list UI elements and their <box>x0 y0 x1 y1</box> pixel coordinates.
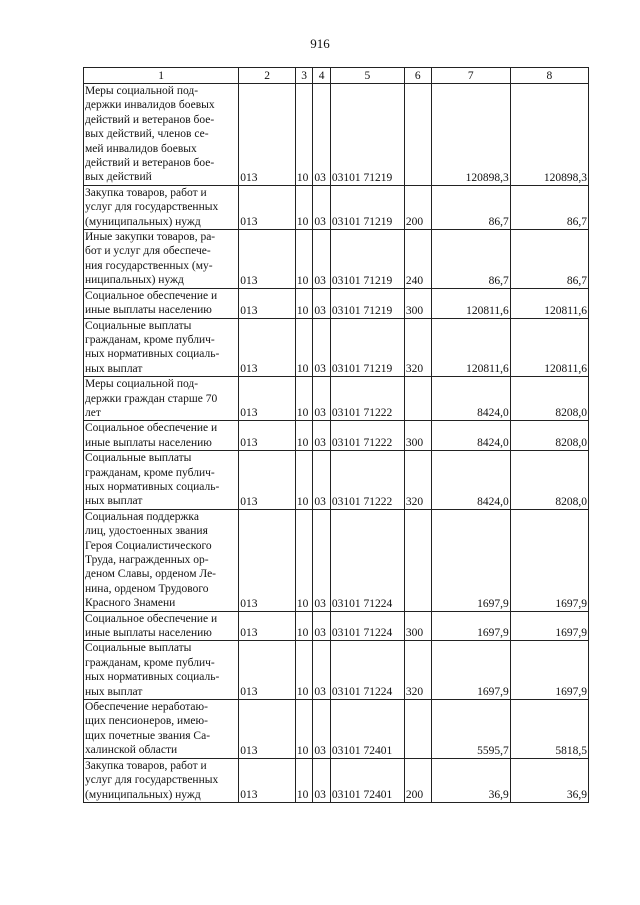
row-col-2: 013 <box>239 611 296 641</box>
row-name: Социальные выплаты гражданам, кроме публич- ных нормативных социаль- ных выплат <box>84 641 239 700</box>
row-col-8: 120898,3 <box>510 84 588 186</box>
row-col-7: 120811,6 <box>431 318 510 377</box>
row-col-7: 86,7 <box>431 185 510 229</box>
row-col-2: 013 <box>239 230 296 289</box>
row-col-2: 013 <box>239 700 296 759</box>
table-row <box>84 288 589 318</box>
row-col-6: 300 <box>404 288 431 318</box>
page-number: 916 <box>310 36 330 51</box>
row-name: Меры социальной под- держки инвалидов боевых действий и ветеранов бое- вых действий, членов се- мей инвалидов боевых действий и ветеранов бое- вых действий <box>84 84 239 186</box>
header-col-7: 7 <box>431 68 510 84</box>
row-col-5: 03101 72401 <box>330 758 404 802</box>
row-col-3: 10 <box>295 230 312 289</box>
row-col-6: 240 <box>404 230 431 289</box>
row-col-8: 86,7 <box>510 185 588 229</box>
row-col-2: 013 <box>239 758 296 802</box>
table-row <box>84 84 589 186</box>
budget-table <box>83 67 589 803</box>
row-col-7: 120898,3 <box>431 84 510 186</box>
row-name: Социальное обеспечение и иные выплаты населению <box>84 288 239 318</box>
row-col-7: 1697,9 <box>431 509 510 611</box>
row-col-6 <box>404 509 431 611</box>
row-name: Закупка товаров, работ и услуг для государственных (муниципальных) нужд <box>84 185 239 229</box>
row-col-4: 03 <box>313 377 330 421</box>
row-col-4: 03 <box>313 700 330 759</box>
row-col-7: 1697,9 <box>431 641 510 700</box>
row-col-7: 36,9 <box>431 758 510 802</box>
row-col-5: 03101 71219 <box>330 288 404 318</box>
row-col-2: 013 <box>239 641 296 700</box>
row-col-6: 300 <box>404 611 431 641</box>
row-col-6: 320 <box>404 451 431 510</box>
row-name: Обеспечение неработаю- щих пенсионеров, имею- щих почетные звания Са- халинской области <box>84 700 239 759</box>
row-col-5: 03101 71219 <box>330 230 404 289</box>
row-col-6 <box>404 700 431 759</box>
row-col-7: 8424,0 <box>431 377 510 421</box>
row-col-8: 1697,9 <box>510 611 588 641</box>
row-col-3: 10 <box>295 288 312 318</box>
row-col-6: 300 <box>404 421 431 451</box>
row-col-7: 120811,6 <box>431 288 510 318</box>
row-col-4: 03 <box>313 641 330 700</box>
row-col-3: 10 <box>295 758 312 802</box>
row-col-5: 03101 71224 <box>330 641 404 700</box>
row-name: Закупка товаров, работ и услуг для государственных (муниципальных) нужд <box>84 758 239 802</box>
row-col-7: 8424,0 <box>431 421 510 451</box>
header-col-3: 3 <box>295 68 312 84</box>
row-col-8: 5818,5 <box>510 700 588 759</box>
row-col-3: 10 <box>295 84 312 186</box>
row-name: Иные закупки товаров, ра- бот и услуг для обеспече- ния государственных (му- ниципальных) нужд <box>84 230 239 289</box>
row-col-4: 03 <box>313 318 330 377</box>
row-col-6 <box>404 377 431 421</box>
row-col-5: 03101 71224 <box>330 509 404 611</box>
header-col-6: 6 <box>404 68 431 84</box>
table-row <box>84 611 589 641</box>
row-col-2: 013 <box>239 288 296 318</box>
table-row <box>84 451 589 510</box>
row-col-3: 10 <box>295 451 312 510</box>
row-name: Социальная поддержка лиц, удостоенных звания Героя Социалистического Труда, награжденных ор- деном Славы, орденом Ле- нина, орденом Трудового Красного Знамени <box>84 509 239 611</box>
header-row <box>84 68 589 84</box>
row-col-2: 013 <box>239 509 296 611</box>
row-col-7: 8424,0 <box>431 451 510 510</box>
row-col-2: 013 <box>239 84 296 186</box>
header-col-4: 4 <box>313 68 330 84</box>
table-body <box>84 84 589 803</box>
row-col-7: 1697,9 <box>431 611 510 641</box>
row-col-3: 10 <box>295 318 312 377</box>
row-col-2: 013 <box>239 185 296 229</box>
row-col-7: 86,7 <box>431 230 510 289</box>
table-row <box>84 758 589 802</box>
row-col-3: 10 <box>295 641 312 700</box>
row-col-3: 10 <box>295 509 312 611</box>
row-col-6: 320 <box>404 641 431 700</box>
row-col-7: 5595,7 <box>431 700 510 759</box>
row-col-2: 013 <box>239 421 296 451</box>
row-col-3: 10 <box>295 377 312 421</box>
row-name: Социальные выплаты гражданам, кроме публич- ных нормативных социаль- ных выплат <box>84 451 239 510</box>
table-row <box>84 230 589 289</box>
row-col-2: 013 <box>239 318 296 377</box>
row-name: Социальное обеспечение и иные выплаты населению <box>84 421 239 451</box>
table-row <box>84 700 589 759</box>
row-col-8: 86,7 <box>510 230 588 289</box>
row-col-6: 200 <box>404 185 431 229</box>
row-name: Социальное обеспечение и иные выплаты населению <box>84 611 239 641</box>
row-col-5: 03101 71219 <box>330 318 404 377</box>
row-col-4: 03 <box>313 758 330 802</box>
row-col-8: 120811,6 <box>510 318 588 377</box>
row-col-3: 10 <box>295 421 312 451</box>
row-name: Социальные выплаты гражданам, кроме публич- ных нормативных социаль- ных выплат <box>84 318 239 377</box>
table-row <box>84 377 589 421</box>
row-col-4: 03 <box>313 185 330 229</box>
table-row <box>84 641 589 700</box>
row-col-6: 320 <box>404 318 431 377</box>
header-col-2: 2 <box>239 68 296 84</box>
table-row <box>84 185 589 229</box>
row-col-4: 03 <box>313 421 330 451</box>
row-col-5: 03101 71219 <box>330 185 404 229</box>
row-col-8: 1697,9 <box>510 509 588 611</box>
row-col-8: 8208,0 <box>510 421 588 451</box>
table-row <box>84 509 589 611</box>
row-col-3: 10 <box>295 611 312 641</box>
row-col-3: 10 <box>295 700 312 759</box>
row-col-4: 03 <box>313 451 330 510</box>
row-col-8: 120811,6 <box>510 288 588 318</box>
header-col-1: 1 <box>84 68 239 84</box>
header-col-8: 8 <box>510 68 588 84</box>
row-col-3: 10 <box>295 185 312 229</box>
row-col-8: 8208,0 <box>510 377 588 421</box>
row-col-5: 03101 71222 <box>330 377 404 421</box>
row-col-6: 200 <box>404 758 431 802</box>
row-col-8: 36,9 <box>510 758 588 802</box>
row-col-4: 03 <box>313 288 330 318</box>
row-col-4: 03 <box>313 509 330 611</box>
table-row <box>84 318 589 377</box>
row-col-8: 8208,0 <box>510 451 588 510</box>
row-col-5: 03101 72401 <box>330 700 404 759</box>
row-col-6 <box>404 84 431 186</box>
row-col-5: 03101 71219 <box>330 84 404 186</box>
row-name: Меры социальной под- держки граждан старше 70 лет <box>84 377 239 421</box>
table-row <box>84 421 589 451</box>
row-col-8: 1697,9 <box>510 641 588 700</box>
row-col-5: 03101 71222 <box>330 451 404 510</box>
row-col-4: 03 <box>313 84 330 186</box>
header-col-5: 5 <box>330 68 404 84</box>
row-col-4: 03 <box>313 230 330 289</box>
row-col-5: 03101 71222 <box>330 421 404 451</box>
row-col-5: 03101 71224 <box>330 611 404 641</box>
row-col-2: 013 <box>239 451 296 510</box>
row-col-4: 03 <box>313 611 330 641</box>
row-col-2: 013 <box>239 377 296 421</box>
